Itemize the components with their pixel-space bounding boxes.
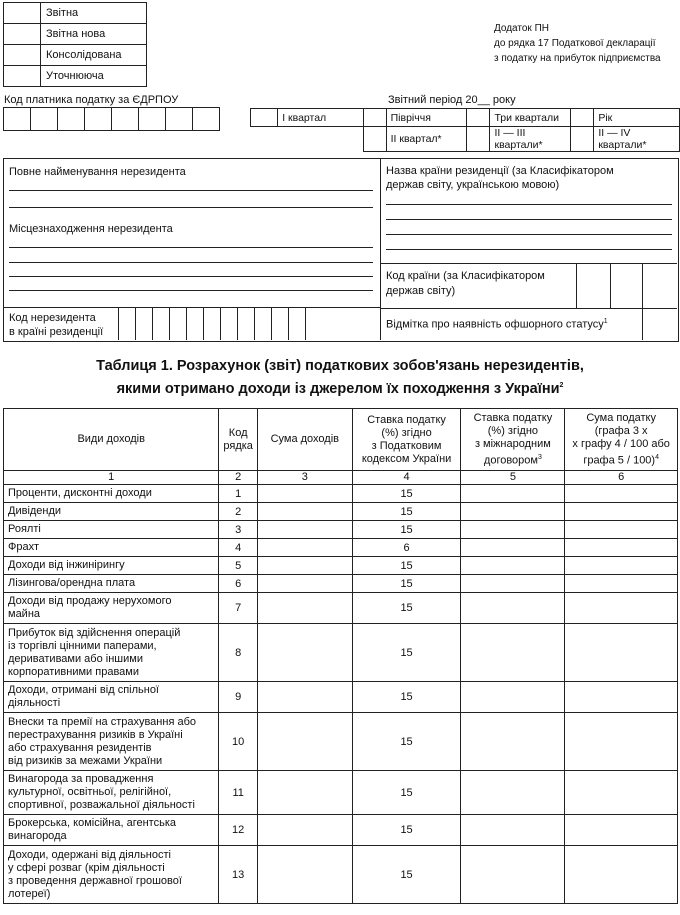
income-sum-cell[interactable] <box>257 539 352 557</box>
income-sum-cell[interactable] <box>257 624 352 682</box>
full-name-label: Повне найменування нерезидента <box>9 166 186 178</box>
offshore-checkbox[interactable] <box>642 308 643 340</box>
tax-sum-cell[interactable] <box>565 771 678 815</box>
code-digit-cell[interactable] <box>119 307 136 340</box>
row-code-cell: 13 <box>219 846 258 904</box>
appendix-title: Додаток ПН <box>494 23 549 34</box>
code-digit-cell[interactable] <box>166 108 193 131</box>
table-row <box>4 771 678 815</box>
period-label-half: Півріччя <box>386 109 467 127</box>
rate-treaty-cell[interactable] <box>461 815 565 846</box>
rate-treaty-cell[interactable] <box>461 557 565 575</box>
period-checkbox-q3[interactable] <box>467 109 490 127</box>
header-tax-sum-line-4: графа 5 / 100) <box>583 454 656 467</box>
code-digit-cell[interactable] <box>187 307 204 340</box>
code-digit-cell[interactable] <box>58 108 85 131</box>
offshore-status-text: Відмітка про наявність офшорного статусу <box>386 318 604 331</box>
rate-treaty-cell[interactable] <box>461 503 565 521</box>
table-title-line-1: Таблиця 1. Розрахунок (звіт) податкових зобов'язань нерезидентів, <box>96 358 584 374</box>
header-rate-tax-code <box>352 409 461 471</box>
header-tax-sum-line-4-wrap <box>569 451 673 468</box>
column-number: 3 <box>257 471 352 485</box>
income-type-cell <box>4 557 219 575</box>
taxpayer-code-cells[interactable] <box>3 107 220 131</box>
income-type-text: Доходи від інжинірингу <box>8 559 125 571</box>
period-label-year: Рік <box>594 109 680 127</box>
income-type-text: Дивіденди <box>8 505 62 517</box>
code-digit-cell[interactable] <box>289 307 306 340</box>
column-number: 2 <box>219 471 258 485</box>
country-name-label-line-2: держав світу, українською мовою) <box>386 179 560 191</box>
rate-tax-code-cell: 15 <box>352 713 461 771</box>
income-type-text: у сфері розваг (крім діяльності <box>8 861 165 874</box>
code-digit-cell[interactable] <box>153 307 170 340</box>
report-status-table <box>3 2 147 87</box>
tax-sum-cell[interactable] <box>565 503 678 521</box>
code-digit-cell[interactable] <box>255 307 272 340</box>
code-digit-cell[interactable] <box>31 108 58 131</box>
income-type-text: із торгівлі цінними паперами, <box>8 639 157 652</box>
income-type-cell <box>4 846 219 904</box>
row-code-cell: 5 <box>219 557 258 575</box>
header-rate-treaty-line-1: Ставка податку <box>473 411 553 424</box>
rate-tax-code-cell: 15 <box>352 485 461 503</box>
income-type-text: або страхування резидентів <box>8 741 152 754</box>
table-row <box>4 539 678 557</box>
nonresident-code-label <box>9 311 103 339</box>
column-number: 4 <box>352 471 461 485</box>
taxpayer-code-label: Код платника податку за ЄДРПОУ <box>4 94 179 106</box>
rate-tax-code-cell: 15 <box>352 846 461 904</box>
header-rate-tax-code-line-2: (%) згідно <box>381 426 432 439</box>
income-sum-cell[interactable] <box>257 575 352 593</box>
income-type-text: спортивної, розважальної діяльності <box>8 799 195 811</box>
income-type-cell <box>4 539 219 557</box>
rate-treaty-cell[interactable] <box>461 485 565 503</box>
offshore-status-label <box>386 318 608 331</box>
income-type-cell <box>4 624 219 682</box>
income-sum-cell[interactable] <box>257 521 352 539</box>
appendix-note <box>494 21 661 66</box>
period-checkbox-q2q3[interactable] <box>467 127 490 152</box>
row-code-cell: 11 <box>219 771 258 815</box>
period-label-q1: I квартал <box>278 109 364 127</box>
code-digit-cell[interactable] <box>306 307 323 340</box>
tax-sum-cell[interactable] <box>565 485 678 503</box>
period-label-q2q3: II — III квартали* <box>490 127 571 152</box>
rate-tax-code-cell: 15 <box>352 557 461 575</box>
income-type-text: культурної, освітньої, релігійної, <box>8 786 172 798</box>
country-code-label-line-2: держав світу) <box>386 285 456 297</box>
income-type-text: корпоративними правами <box>8 665 139 678</box>
table-row <box>4 682 678 713</box>
header-rate-treaty-line-3: з міжнародним <box>474 437 551 450</box>
rate-tax-code-cell: 15 <box>352 771 461 815</box>
period-spacer <box>278 127 364 152</box>
rate-tax-code-cell: 15 <box>352 624 461 682</box>
rate-treaty-cell[interactable] <box>461 575 565 593</box>
income-type-cell <box>4 575 219 593</box>
header-tax-sum-footnote: 4 <box>655 453 659 461</box>
period-checkbox-year[interactable] <box>570 109 593 127</box>
income-sum-cell[interactable] <box>257 713 352 771</box>
table-row <box>4 503 678 521</box>
income-sum-cell[interactable] <box>257 771 352 815</box>
status-checkbox-reporting[interactable] <box>4 3 41 24</box>
income-type-text: Внески та премії на страхування або <box>8 715 196 728</box>
country-code-label <box>386 269 545 299</box>
tax-sum-cell[interactable] <box>565 593 678 624</box>
country-name-line[interactable] <box>386 219 672 220</box>
block-divider <box>380 158 381 340</box>
income-type-text: Доходи, отримані від спільної <box>8 684 159 696</box>
country-code-label-line-1: Код країни (за Класифікатором <box>386 270 545 282</box>
header-rate-treaty-line-4-wrap <box>465 451 560 468</box>
rate-treaty-cell[interactable] <box>461 771 565 815</box>
reporting-period-label: Звітний період 20__ року <box>388 94 516 106</box>
full-name-line[interactable] <box>9 207 373 208</box>
row-code-cell: 8 <box>219 624 258 682</box>
status-label-reporting: Звітна <box>41 3 147 24</box>
income-type-text: винагорода <box>8 830 67 842</box>
tax-sum-cell[interactable] <box>565 575 678 593</box>
tax-sum-cell[interactable] <box>565 624 678 682</box>
column-number: 1 <box>4 471 219 485</box>
header-tax-sum-line-2: (графа 3 х <box>594 424 648 437</box>
table-title <box>0 357 680 399</box>
table-row <box>4 713 678 771</box>
code-digit-cell[interactable] <box>4 108 31 131</box>
status-label-new-reporting: Звітна нова <box>41 24 147 45</box>
column-number: 6 <box>565 471 678 485</box>
income-sum-cell[interactable] <box>257 815 352 846</box>
rate-treaty-cell[interactable] <box>461 682 565 713</box>
table-title-line-2: якими отримано доходи із джерелом їх походження з України <box>116 380 560 397</box>
table-row <box>4 846 678 904</box>
status-label-clarifying: Уточнююча <box>41 66 147 87</box>
nonresident-code-label-line-1: Код нерезидента <box>9 312 96 324</box>
header-income-sum: Сума доходів <box>257 409 352 471</box>
rate-tax-code-cell: 15 <box>352 503 461 521</box>
offshore-footnote-mark: 1 <box>603 318 608 325</box>
rate-tax-code-cell: 15 <box>352 815 461 846</box>
header-tax-sum <box>565 409 678 471</box>
country-name-line[interactable] <box>386 249 672 250</box>
rate-tax-code-cell: 15 <box>352 682 461 713</box>
status-checkbox-consolidated[interactable] <box>4 45 41 66</box>
row-code-cell: 9 <box>219 682 258 713</box>
country-code-top-border <box>380 263 677 264</box>
code-digit-cell[interactable] <box>193 108 220 131</box>
location-label: Місцезнаходження нерезидента <box>9 223 173 235</box>
income-sum-cell[interactable] <box>257 593 352 624</box>
code-digit-cell[interactable] <box>238 307 255 340</box>
income-type-text: Фрахт <box>8 541 40 553</box>
header-income-types: Види доходів <box>4 409 219 471</box>
code-digit-cell[interactable] <box>139 108 166 131</box>
period-checkbox-q2[interactable] <box>364 127 386 152</box>
rate-treaty-cell[interactable] <box>461 846 565 904</box>
row-code-cell: 7 <box>219 593 258 624</box>
header-rate-treaty-footnote: 3 <box>537 453 542 461</box>
header-row-code-line-1: Код <box>228 426 248 439</box>
rate-treaty-cell[interactable] <box>461 593 565 624</box>
income-type-text: Лізингова/орендна плата <box>8 577 136 589</box>
period-label-q3: Три квартали <box>490 109 571 127</box>
tax-sum-cell[interactable] <box>565 815 678 846</box>
income-type-text: Брокерська, комісійна, агентська <box>8 817 176 829</box>
header-rate-tax-code-line-4: кодексом України <box>361 452 452 465</box>
nonresident-code-cells[interactable] <box>118 307 322 340</box>
table-title-footnote-mark: 2 <box>559 382 564 389</box>
offshore-top-border <box>380 308 677 309</box>
tax-sum-cell[interactable] <box>565 682 678 713</box>
rate-tax-code-cell: 15 <box>352 575 461 593</box>
income-type-cell <box>4 485 219 503</box>
period-checkbox-q2q4[interactable] <box>570 127 593 152</box>
rate-treaty-cell[interactable] <box>461 624 565 682</box>
table-row <box>4 557 678 575</box>
rate-treaty-cell[interactable] <box>461 539 565 557</box>
country-name-line[interactable] <box>386 204 672 205</box>
income-type-text: деривативами або іншими <box>8 652 143 665</box>
table-row <box>4 485 678 503</box>
status-checkbox-new-reporting[interactable] <box>4 24 41 45</box>
status-checkbox-clarifying[interactable] <box>4 66 41 87</box>
header-tax-sum-line-1: Сума податку <box>586 411 656 424</box>
table-row <box>4 815 678 846</box>
income-type-cell <box>4 682 219 713</box>
status-label-consolidated: Консолідована <box>41 45 147 66</box>
income-sum-cell[interactable] <box>257 485 352 503</box>
tax-sum-cell[interactable] <box>565 539 678 557</box>
location-line[interactable] <box>9 262 373 263</box>
country-name-line[interactable] <box>386 234 672 235</box>
income-sum-cell[interactable] <box>257 557 352 575</box>
row-code-cell: 3 <box>219 521 258 539</box>
income-type-text: від ризиків за межами України <box>8 754 163 767</box>
row-code-cell: 1 <box>219 485 258 503</box>
row-code-cell: 2 <box>219 503 258 521</box>
rate-treaty-cell[interactable] <box>461 713 565 771</box>
income-type-cell <box>4 521 219 539</box>
location-line[interactable] <box>9 276 373 277</box>
income-type-text: Проценти, дисконтні доходи <box>8 487 152 499</box>
income-sum-cell[interactable] <box>257 846 352 904</box>
tax-sum-cell[interactable] <box>565 557 678 575</box>
income-type-cell <box>4 815 219 846</box>
income-type-text: майна <box>8 608 41 620</box>
row-code-cell: 6 <box>219 575 258 593</box>
column-number-row <box>4 471 678 485</box>
table-title-line-2-wrap <box>0 376 680 399</box>
row-code-cell: 4 <box>219 539 258 557</box>
income-type-text: Доходи від продажу нерухомого <box>8 595 172 607</box>
income-type-text: Прибуток від здійснення операцій <box>8 626 181 639</box>
code-digit-cell[interactable] <box>272 307 289 340</box>
full-name-line[interactable] <box>9 190 373 191</box>
income-sum-cell[interactable] <box>257 682 352 713</box>
period-label-q2q4: II — IV квартали* <box>594 127 680 152</box>
income-type-text: Винагорода за провадження <box>8 773 154 785</box>
code-digit-cell[interactable] <box>204 307 221 340</box>
country-code-cell[interactable] <box>576 263 611 308</box>
rate-treaty-cell[interactable] <box>461 521 565 539</box>
header-rate-treaty-line-4: договором <box>483 454 538 467</box>
location-line[interactable] <box>9 290 373 291</box>
header-tax-sum-line-3: х графу 4 / 100 або <box>572 437 670 450</box>
header-row-code <box>219 409 258 471</box>
row-code-cell: 10 <box>219 713 258 771</box>
location-line[interactable] <box>9 247 373 248</box>
header-rate-treaty-line-2: (%) згідно <box>487 424 539 437</box>
rate-tax-code-cell: 15 <box>352 521 461 539</box>
reporting-period-table <box>250 108 680 152</box>
code-digit-cell[interactable] <box>170 307 187 340</box>
column-number: 5 <box>461 471 565 485</box>
income-type-text: діяльності <box>8 697 61 709</box>
code-digit-cell[interactable] <box>221 307 238 340</box>
tax-sum-cell[interactable] <box>565 713 678 771</box>
period-checkbox-half[interactable] <box>364 109 386 127</box>
income-type-cell <box>4 771 219 815</box>
header-rate-tax-code-line-1: Ставка податку <box>367 413 446 426</box>
appendix-line-3: з податку на прибуток підприємства <box>494 53 661 64</box>
header-rate-tax-code-line-3: з Податковим <box>371 439 442 452</box>
income-type-cell <box>4 713 219 771</box>
period-checkbox-q1[interactable] <box>251 109 278 127</box>
income-type-text: перестрахування ризиків в Україні <box>8 728 183 741</box>
table-row <box>4 624 678 682</box>
code-digit-cell[interactable] <box>85 108 112 131</box>
income-type-text: Доходи, одержані від діяльності <box>8 848 171 861</box>
rate-tax-code-cell: 15 <box>352 593 461 624</box>
header-row-code-line-2: рядка <box>223 439 253 452</box>
country-code-cell-divider <box>642 263 643 308</box>
appendix-line-2: до рядка 17 Податкової декларації <box>494 38 656 49</box>
table-row <box>4 593 678 624</box>
country-name-label <box>386 164 614 192</box>
tax-sum-cell[interactable] <box>565 521 678 539</box>
period-label-q2: II квартал* <box>386 127 467 152</box>
income-type-text: лотереї) <box>8 887 51 900</box>
code-digit-cell[interactable] <box>112 108 139 131</box>
country-name-label-line-1: Назва країни резиденції (за Класифікатором <box>386 165 614 177</box>
period-spacer <box>251 127 278 152</box>
income-rows <box>4 485 678 904</box>
income-type-text: з проведення державної грошової <box>8 874 182 887</box>
income-type-cell <box>4 593 219 624</box>
table-row <box>4 521 678 539</box>
nonresident-code-label-line-2: в країні резиденції <box>9 326 104 338</box>
income-sum-cell[interactable] <box>257 503 352 521</box>
code-digit-cell[interactable] <box>136 307 153 340</box>
tax-liabilities-table <box>3 408 678 904</box>
rate-tax-code-cell: 6 <box>352 539 461 557</box>
income-type-text: Роялті <box>8 523 41 535</box>
row-code-cell: 12 <box>219 815 258 846</box>
income-type-cell <box>4 503 219 521</box>
table-row <box>4 575 678 593</box>
header-rate-treaty <box>461 409 565 471</box>
tax-sum-cell[interactable] <box>565 846 678 904</box>
